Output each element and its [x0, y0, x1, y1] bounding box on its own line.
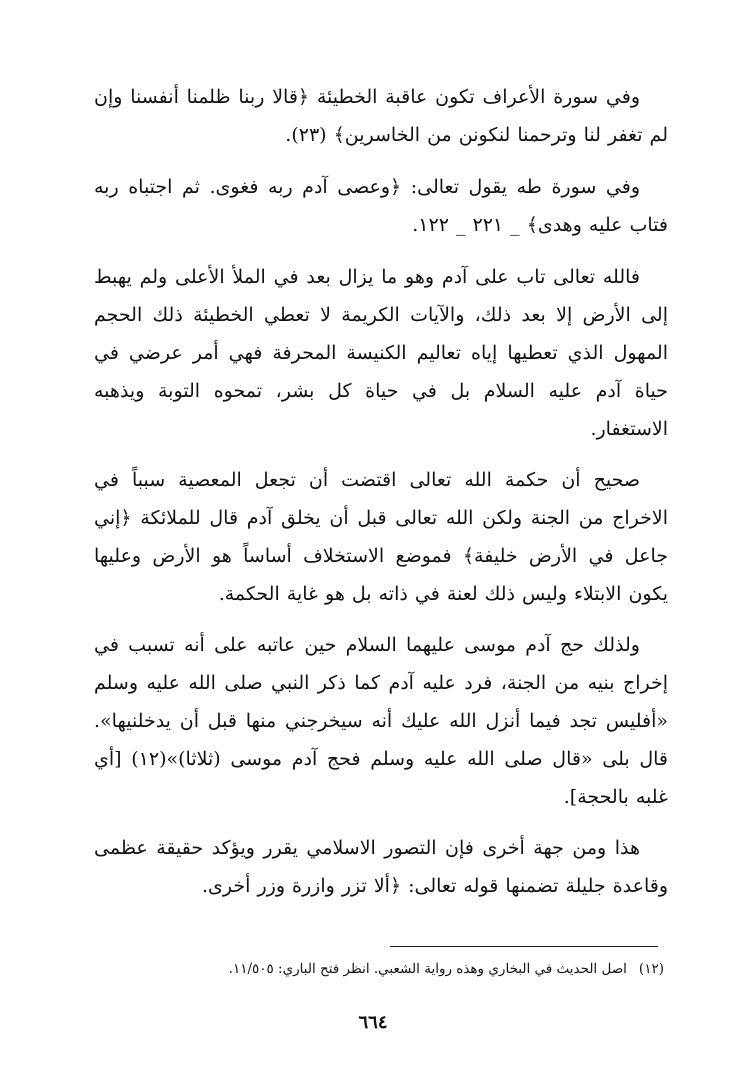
- page-number: ٦٦٤: [358, 1012, 388, 1033]
- paragraph-4: صحيح أن حكمة الله تعالى اقتضت أن تجعل المعصية سبباً في الاخراج من الجنة ولكن الله تعالى قبل أن يخلق آدم قال للملائكة ﴿إني جاعل في الأرض خليفة﴾ فموضع الاستخلاف أساساً هو الأرض وعليها يكون الابتلاء وليس ذلك لعنة في ذاته بل هو غاية الحكمة.: [94, 469, 668, 605]
- paragraph-2: وفي سورة طه يقول تعالى: ﴿وعصى آدم ربه فغوى. ثم اجتباه ربه فتاب عليه وهدى﴾ _ ٢٢١ _ ١٢٢.: [94, 176, 668, 236]
- main-text: [94, 78, 668, 918]
- paragraph-1: وفي سورة الأعراف تكون عاقبة الخطيئة ﴿قالا ربنا ظلمنا أنفسنا وإن لم تغفر لنا وترحمنا لنكونن من الخاسرين﴾ (٢٣).: [94, 86, 668, 146]
- paragraph-3: فالله تعالى تاب على آدم وهو ما يزال بعد في الملأ الأعلى ولم يهبط إلى الأرض إلا بعد ذلك، والآيات الكريمة لا تعطي الخطيئة ذلك الحجم المهول الذي تعطيها إياه تعاليم الكنيسة المحرفة فهي أمر عرضي في حياة آدم عليه السلام بل في حياة كل بشر، تمحوه التوبة ويذهبه الاستغفار.: [94, 266, 668, 440]
- footnote: [100, 958, 664, 980]
- paragraph-6: هذا ومن جهة أخرى فإن التصور الاسلامي يقرر ويؤكد حقيقة عظمى وقاعدة جليلة تضمنها قوله تعالى: ﴿ألا تزر وازرة وزر أخرى.: [94, 837, 668, 897]
- footnote-divider: [390, 946, 658, 947]
- footnote-text: اصل الحديث في البخاري وهذه رواية الشعبي. انظر فتح الباري: ١١/٥٠٥.: [228, 961, 627, 977]
- paragraph-5: ولذلك حج آدم موسى عليهما السلام حين عاتبه على أنه تسبب في إخراج بنيه من الجنة، فرد عليه آدم كما ذكر النبي صلى الله عليه وسلم «أفليس تجد فيما أنزل الله عليك أنه سيخرجني منها قبل أن يدخلنيها». قال بلى «قال صلى الله عليه وسلم فحج آدم موسى (ثلاثا)»(١٢) [أي غلبه بالحجة].: [94, 634, 668, 808]
- footnote-number: (١٢): [638, 961, 664, 977]
